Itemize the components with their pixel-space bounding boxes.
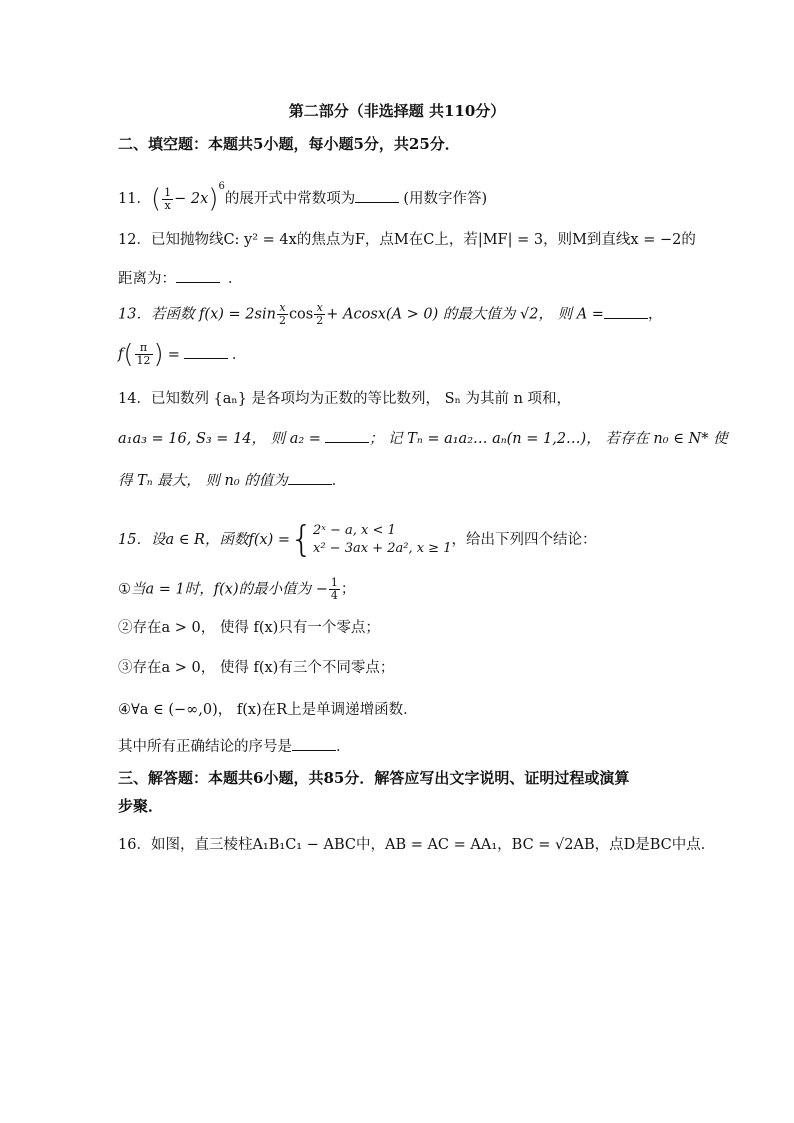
question-16: 16．如图，直三棱柱A₁B₁C₁ − ABC中，AB = AC = AA₁，BC = √2AB，点D是BC中点． xyxy=(118,837,716,853)
answer-blank[interactable] xyxy=(325,428,369,443)
answer-blank[interactable] xyxy=(184,344,228,359)
fraction: $\frac{1}{x}$ xyxy=(164,185,172,212)
question-14-line2: a₁a₃ = 16, S₃ = 14， 则 a₂ = ； 记 Tₙ = a₁a₂… aₙ(n = 1,2…)， 若存在 n₀ ∈ N* 使 xyxy=(118,428,684,450)
piecewise-cases: 2ˣ − a, x < 1 x² − 3ax + 2a², x ≥ 1 xyxy=(313,523,452,556)
question-14-line1: 14．已知数列 {aₙ} 是各项均为正数的等比数列， Sₙ 为其前 n 项和， xyxy=(118,391,572,407)
question-15-conclusion-4: ④∀a ∈ (−∞,0)， f(x)在R上是单调递增函数． xyxy=(118,702,418,718)
answer-blank[interactable] xyxy=(604,304,648,319)
section3-heading-line2: 步聚． xyxy=(118,797,164,815)
answer-blank[interactable] xyxy=(355,188,399,203)
fraction: $\frac{\pi}{12}$ xyxy=(136,341,151,367)
question-11: 11．( $\frac{1}{x}$ − 2x)$^6$的展开式中常数项为 (用数字作答) xyxy=(118,181,488,214)
question-14-line3: 得 Tₙ 最大， 则 n₀ 的值为 ． xyxy=(118,470,684,492)
section2-heading: 二、填空题：本题共5小题，每小题5分，共25分． xyxy=(118,135,460,153)
question-15-conclusion-3: ③存在a > 0， 使得 f(x)有三个不同零点； xyxy=(118,660,395,676)
fraction: $\frac{x}{2}$ xyxy=(278,301,286,327)
fraction: $\frac{x}{2}$ xyxy=(316,301,324,327)
part-title: 第二部分（非选择题 共110分） xyxy=(288,102,506,120)
question-15-stem: 15．设a ∈ R，函数f(x) ={ 2ˣ − a, x < 1 x² − 3ax + 2a², x ≥ 1 ，给出下列四个结论： xyxy=(118,519,597,560)
fraction: $\frac{1}{4}$ xyxy=(330,576,338,602)
section3-heading-line1: 三、解答题：本题共6小题，共85分．解答应写出文字说明、证明过程或演算 xyxy=(118,769,630,787)
answer-blank[interactable] xyxy=(176,268,220,283)
answer-blank[interactable] xyxy=(288,470,332,485)
question-15-conclusion-1: ①当a = 1时，f(x)的最小值为 − $\frac{1}{4}$ ； xyxy=(118,576,356,602)
question-12-line2: 距离为： ． xyxy=(118,268,684,290)
question-13-line2: f( $\frac{\pi}{12}$ ) = ． xyxy=(118,339,247,370)
question-13-line1: 13．若函数 f(x) = 2sin $\frac{x}{2}$ cos $\frac{x}{2}$ + Acosx(A > 0) 的最大值为 √2， 则 A = ， xyxy=(118,301,663,327)
answer-blank[interactable] xyxy=(292,736,336,751)
question-15-ask: 其中所有正确结论的序号是 ． xyxy=(118,736,684,758)
question-12-line1: 12．已知抛物线C: y² = 4x的焦点为F，点M在C上，若|MF| = 3，则M到直线x = −2的 xyxy=(118,232,696,248)
question-15-conclusion-2: ②存在a > 0， 使得 f(x)只有一个零点； xyxy=(118,620,380,636)
